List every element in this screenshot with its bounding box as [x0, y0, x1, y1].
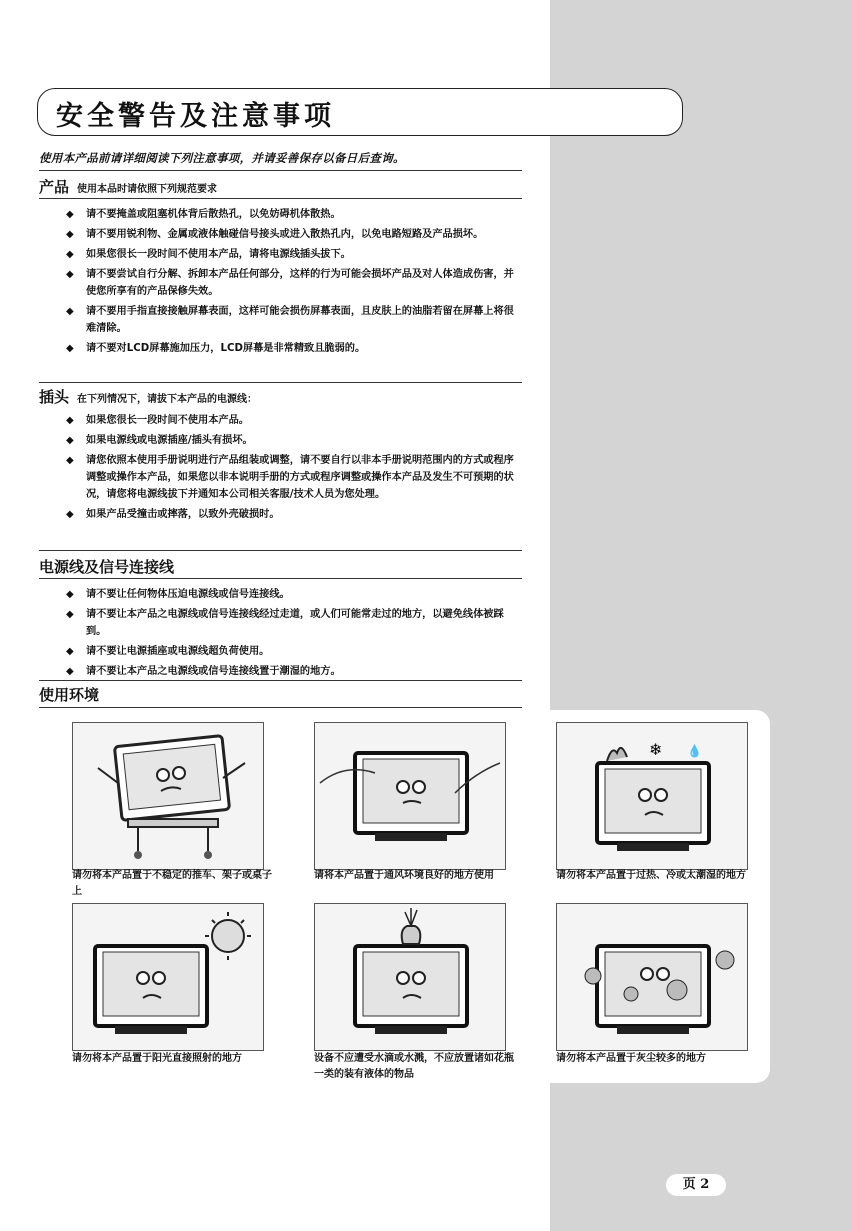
list-item: ◆ 请不要掩盖或阻塞机体背后散热孔，以免妨碍机体散热。 — [66, 206, 516, 223]
list-item: ◆ 如果产品受撞击或摔落，以致外壳破损时。 — [66, 506, 516, 523]
illustration-direct-sunlight — [72, 903, 264, 1051]
list-item: ◆ 请不要让本产品之电源线或信号连接线置于潮湿的地方。 — [66, 663, 516, 680]
list-item: ◆ 如果您很长一段时间不使用本产品，请将电源线插头拔下。 — [66, 246, 516, 263]
illustration-heat-cold-humidity — [556, 722, 748, 870]
cables-list — [66, 586, 516, 683]
divider — [39, 680, 522, 681]
caption-direct-sunlight: 请勿将本产品置于阳光直接照射的地方 — [72, 1053, 242, 1064]
svg-text:💧: 💧 — [687, 744, 702, 758]
section-plug-header — [39, 386, 257, 407]
illustration-unstable-cart — [72, 722, 264, 870]
list-item: ◆ 请不要对LCD屏幕施加压力，LCD屏幕是非常精致且脆弱的。 — [66, 340, 516, 357]
illustration-dust — [556, 903, 748, 1051]
caption-water-vase: 设备不应遭受水滴或水溅，不应放置诸如花瓶一类的装有液体的物品 — [314, 1053, 514, 1080]
list-item: ◆ 如果电源线或电源插座/插头有损坏。 — [66, 432, 516, 449]
list-item: ◆ 请不要让任何物体压迫电源线或信号连接线。 — [66, 586, 516, 603]
section-product-title: 产品 — [39, 178, 70, 196]
list-item: ◆ 如果您很长一段时间不使用本产品。 — [66, 412, 516, 429]
list-item: ◆ 请不要让电源插座或电源线超负荷使用。 — [66, 643, 516, 660]
svg-text:❄: ❄ — [649, 740, 663, 759]
page-title: 安全警告及注意事项 — [56, 101, 335, 132]
product-list — [66, 206, 516, 360]
title-banner — [37, 88, 683, 136]
list-item: ◆ 请您依照本使用手册说明进行产品组装或调整，请不要自行以非本手册说明范围内的方式或程序调整或操作本产品，如果您以非本说明手册的方式或程序调整或操作本产品及发生不可预期的状况，请您将电源线拔下并通知本公司相关客服/技术人员为您处理。 — [66, 452, 516, 503]
caption-dust: 请勿将本产品置于灰尘较多的地方 — [556, 1053, 706, 1064]
list-item: ◆ 请不要用手指直接接触屏幕表面，这样可能会损伤屏幕表面，且皮肤上的油脂若留在屏幕上将很难清除。 — [66, 303, 516, 337]
section-product-subtitle: 使用本品时请依照下列规范要求 — [77, 184, 218, 195]
caption-unstable-cart: 请勿将本产品置于不稳定的推车、架子或桌子上 — [72, 870, 272, 897]
list-item: ◆ 请不要用锐利物、金属或液体触碰信号接头或进入散热孔内，以免电路短路及产品损坏。 — [66, 226, 516, 243]
divider — [39, 550, 522, 551]
divider — [39, 578, 522, 579]
section-environment-title: 使用环境 — [39, 686, 100, 704]
page-number — [666, 1174, 726, 1196]
illustration-ventilation — [314, 722, 506, 870]
caption-ventilation: 请将本产品置于通风环境良好的地方使用 — [314, 870, 494, 881]
divider — [39, 198, 522, 199]
plug-list — [66, 412, 516, 526]
page-value: 2 — [700, 1177, 710, 1192]
section-plug-title: 插头 — [39, 388, 70, 406]
page-label: 页 — [682, 1177, 696, 1192]
divider — [39, 382, 522, 383]
section-plug-subtitle: 在下列情况下，请拔下本产品的电源线： — [77, 394, 258, 405]
divider — [39, 707, 522, 708]
divider — [39, 170, 522, 171]
list-item: ◆ 请不要让本产品之电源线或信号连接线经过走道，或人们可能常走过的地方，以避免线体被踩到。 — [66, 606, 516, 640]
list-item: ◆ 请不要尝试自行分解、拆卸本产品任何部分，这样的行为可能会损坏产品及对人体造成伤害，并使您所享有的产品保修失效。 — [66, 266, 516, 300]
illustration-water-vase — [314, 903, 506, 1051]
section-cables-title: 电源线及信号连接线 — [39, 558, 175, 576]
caption-heat-cold-humidity: 请勿将本产品置于过热、冷或太潮湿的地方 — [556, 870, 746, 881]
intro-note: 使用本产品前请详细阅读下列注意事项，并请妥善保存以备日后查询。 — [39, 151, 405, 165]
section-product-header — [39, 176, 217, 197]
